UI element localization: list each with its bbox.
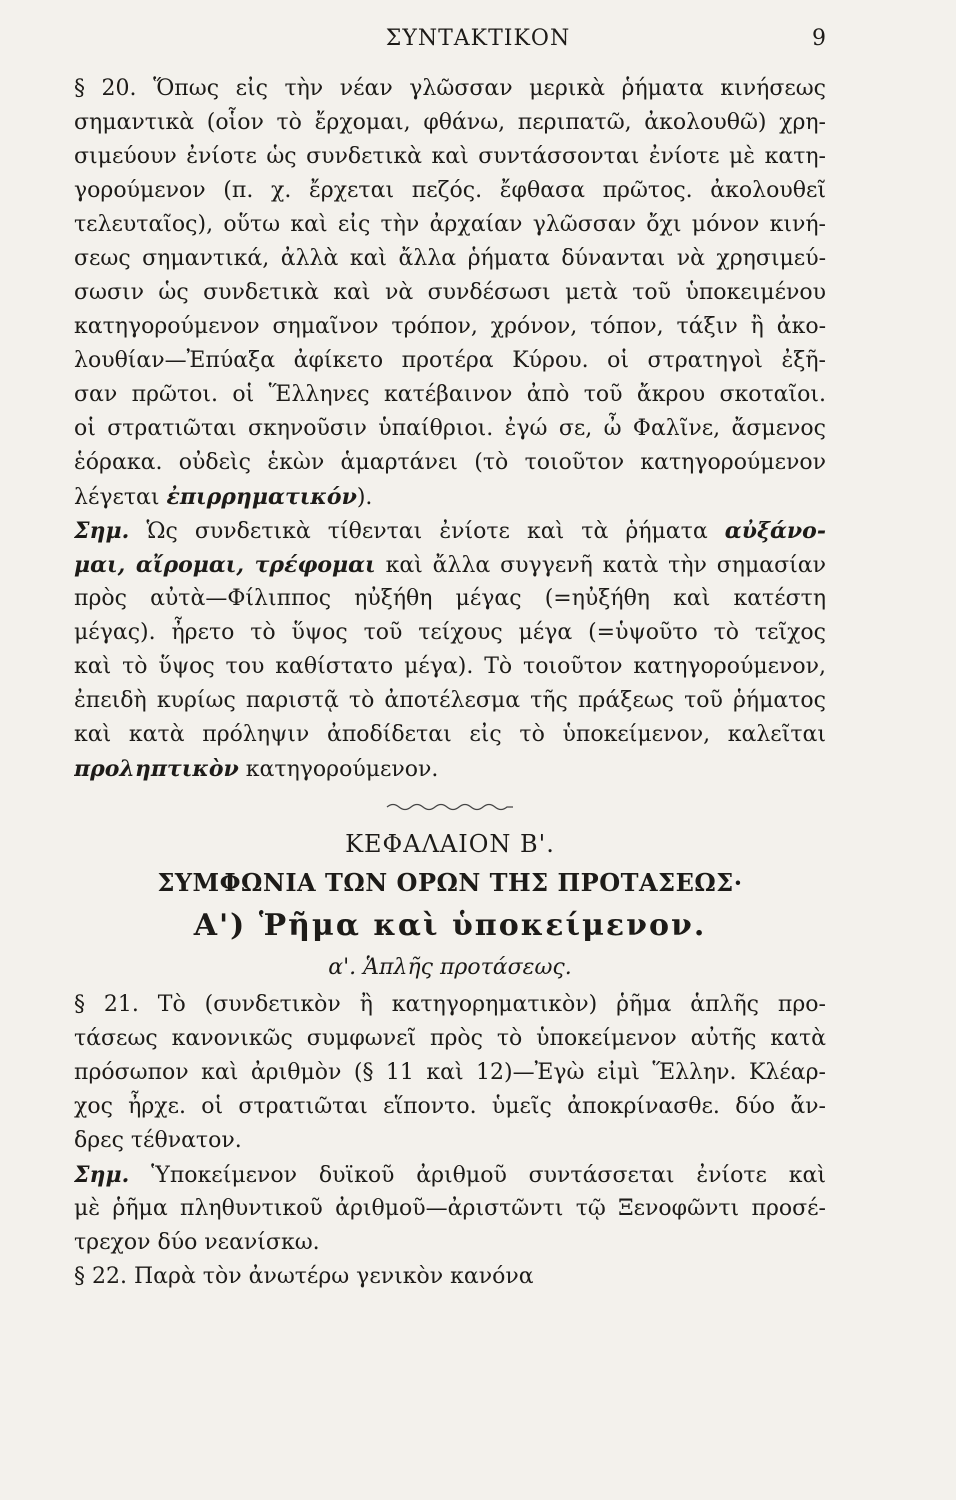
ornamental-rule	[385, 798, 515, 816]
text-line: λουθίαν—Ἐπύαξα ἀφίκετο προτέρα Κύρου. οἱ στρατηγοὶ ἐξῆ-	[74, 348, 826, 373]
chapter-heading-block	[74, 826, 826, 988]
subpart-heading: α'. Ἁπλῆς προτάσεως.	[328, 955, 572, 980]
running-head	[0, 18, 956, 58]
text-line: τελευταῖος), οὕτω καὶ εἰς τὴν ἀρχαίαν γλῶσσαν ὄχι μόνον κινή-	[74, 212, 826, 237]
note-label: Σημ.	[74, 1162, 130, 1188]
text-line: § 22. Παρὰ τὸν ἀνωτέρω γενικὸν κανόνα	[74, 1264, 534, 1289]
note-1	[74, 514, 826, 786]
text-fragment: ).	[356, 485, 373, 510]
text-line: σιμεύουν ἐνίοτε ὡς συνδετικὰ καὶ συντάσσονται ἐνίοτε μὲ κατη-	[74, 144, 826, 169]
text-line: κατηγορούμενον σημαῖνον τρόπον, χρόνον, τόπον, τάξιν ἢ ἀκο-	[74, 314, 826, 339]
part-heading: Α') Ῥῆμα καὶ ὑποκείμενον.	[193, 908, 707, 943]
text-line: οἱ στρατιῶται σκηνοῦσιν ὑπαίθριοι. ἐγώ σε, ὦ Φαλῖνε, ἄσμενος	[74, 416, 826, 441]
text-line: γορούμενον (π. χ. ἔρχεται πεζός. ἔφθασα πρῶτος. ἀκολουθεῖ	[74, 178, 826, 203]
page-number: 9	[812, 26, 826, 51]
text-line: τάσεως κανονικῶς συμφωνεῖ πρὸς τὸ ὑποκείμενον αὐτῆς κατὰ	[74, 1026, 826, 1051]
text-line: τρεχον δύο νεανίσκω.	[74, 1230, 320, 1255]
text-line: καὶ τὸ ὕψος του καθίστατο μέγα). Τὸ τοιοῦτον κατηγορούμενον,	[74, 654, 826, 679]
text-line: σαν πρῶτοι. οἱ Ἕλληνες κατέβαινον ἀπὸ τοῦ ἄκρου σκοταῖοι.	[74, 382, 826, 407]
text-line	[74, 1158, 826, 1192]
emphasized-term: μαι, αἴρομαι, τρέφομαι	[74, 552, 376, 578]
text-line: πρόσωπον καὶ ἀριθμὸν (§ 11 καὶ 12)—Ἐγὼ εἰμὶ Ἕλλην. Κλέαρ-	[74, 1060, 826, 1085]
text-line: μέγας). ἦρετο τὸ ὕψος τοῦ τείχους μέγα (=ὑψοῦτο τὸ τεῖχος	[74, 620, 826, 645]
text-line	[74, 514, 826, 548]
text-line: καὶ κατὰ πρόληψιν ἀποδίδεται εἰς τὸ ὑποκείμενον, καλεῖται	[74, 722, 826, 747]
text-line: § 21. Τὸ (συνδετικὸν ἢ κατηγορηματικὸν) ῥῆμα ἁπλῆς προ-	[74, 992, 826, 1017]
section-20	[74, 72, 826, 514]
text-line: § 20. Ὅπως εἰς τὴν νέαν γλῶσσαν μερικὰ ῥήματα κινήσεως	[74, 76, 826, 101]
text-line	[74, 548, 826, 582]
text-fragment: Ὑποκείμενον δυϊκοῦ ἀριθμοῦ συντάσσεται ἐνίοτε καὶ	[129, 1163, 826, 1188]
text-fragment: καὶ ἄλλα συγγενῆ κατὰ τὴν σημασίαν	[375, 553, 826, 578]
text-line: ἑόρακα. οὐδεὶς ἑκὼν ἁμαρτάνει (τὸ τοιοῦτον κατηγορούμενον	[74, 450, 826, 475]
body-text	[74, 72, 826, 1294]
emphasized-term: αὐξάνο-	[724, 518, 826, 544]
text-fragment: κατηγορούμενον.	[238, 757, 439, 782]
text-line: χος ἦρχε. οἱ στρατιῶται εἵποντο. ὑμεῖς ἀποκρίνασθε. δύο ἄν-	[74, 1094, 826, 1119]
chapter-heading: ΚΕΦΑΛΑΙΟΝ Β'.	[345, 830, 555, 858]
text-line: ἐπειδὴ κυρίως παριστᾷ τὸ ἀποτέλεσμα τῆς πράξεως τοῦ ῥήματος	[74, 688, 826, 713]
running-head-title: ΣΥΝΤΑΚΤΙΚΟΝ	[385, 26, 571, 51]
text-fragment: λέγεται	[74, 485, 167, 510]
section-21	[74, 988, 826, 1158]
text-line	[74, 752, 826, 786]
text-line: δρες τέθνατον.	[74, 1128, 242, 1153]
note-label: Σημ.	[74, 518, 130, 544]
emphasized-term: ἐπιρρηματικόν	[166, 484, 357, 510]
section-22	[74, 1260, 826, 1294]
text-fragment: Ὡς συνδετικὰ τίθενται ἐνίοτε καὶ τὰ ῥήματα	[129, 519, 725, 544]
emphasized-term: προληπτικὸν	[74, 756, 239, 782]
chapter-subheading: ΣΥΜΦΩΝΙΑ ΤΩΝ ΟΡΩΝ ΤΗΣ ΠΡΟΤΑΣΕΩΣ·	[157, 868, 743, 897]
note-2	[74, 1158, 826, 1260]
text-line	[74, 480, 826, 514]
text-line: πρὸς αὐτὰ—Φίλιππος ηὐξήθη μέγας (=ηὐξήθη καὶ κατέστη	[74, 586, 826, 611]
text-line: σημαντικὰ (οἷον τὸ ἔρχομαι, φθάνω, περιπατῶ, ἀκολουθῶ) χρη-	[74, 110, 826, 135]
text-line: μὲ ῥῆμα πληθυντικοῦ ἀριθμοῦ—ἀριστῶντι τῷ Ξενοφῶντι προσέ-	[74, 1196, 826, 1221]
text-line: σεως σημαντικά, ἀλλὰ καὶ ἄλλα ῥήματα δύνανται νὰ χρησιμεύ-	[74, 246, 826, 271]
text-line: σωσιν ὡς συνδετικὰ καὶ νὰ συνδέσωσι μετὰ τοῦ ὑποκειμένου	[74, 280, 826, 305]
